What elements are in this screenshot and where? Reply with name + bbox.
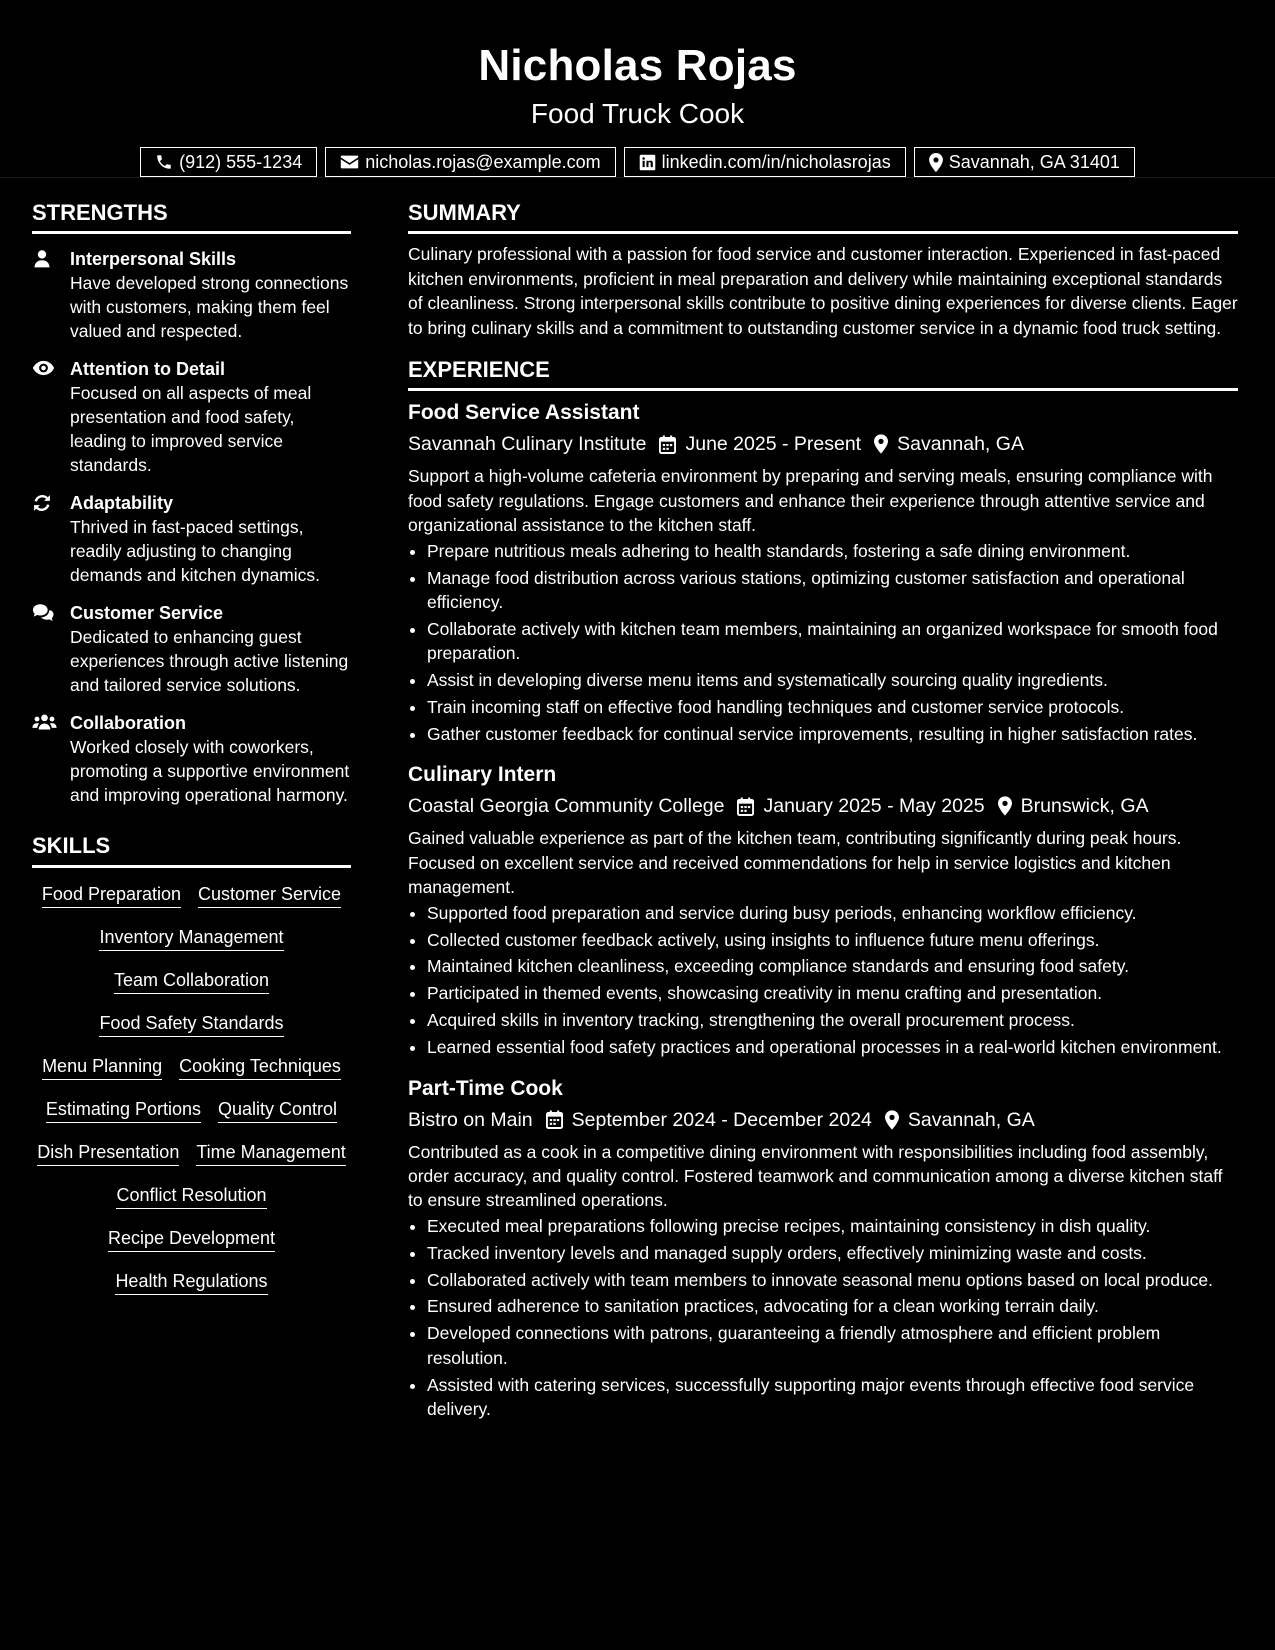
list-item: • Collaborate actively with kitchen team members, maintaining an organized workspace for smooth food preparation.: [427, 617, 1238, 666]
job-meta: [408, 793, 1238, 819]
list-item: • Prepare nutritious meals adhering to health standards, fostering a safe dining environment.: [427, 539, 1238, 563]
strengths-list: [32, 247, 351, 807]
job-location: Brunswick, GA: [1020, 795, 1149, 818]
job-dates: June 2025 - Present: [685, 433, 862, 456]
strength-name: Customer Service: [70, 603, 224, 624]
job-location: Savannah, GA: [907, 1108, 1035, 1131]
strength-name: Adaptability: [70, 493, 174, 514]
strength-name: Collaboration: [70, 713, 186, 734]
strength-item: [32, 601, 351, 697]
comments-icon: [32, 603, 56, 622]
skill-tag: Menu Planning: [42, 1054, 162, 1080]
list-item: • Executed meal preparations following precise recipes, maintaining consistency in dish quality.: [427, 1214, 1238, 1238]
list-item: • Manage food distribution across various stations, optimizing customer satisfaction and operational efficiency.: [427, 566, 1238, 615]
strengths-heading: STRENGTHS: [32, 200, 351, 234]
strength-item: [32, 491, 351, 587]
list-item: • Supported food preparation and service during busy periods, enhancing workflow efficiency.: [427, 901, 1238, 925]
strength-desc: Thrived in fast-paced settings, readily adjusting to changing demands and kitchen dynamics.: [70, 517, 320, 586]
list-item: • Assisted with catering services, successfully supporting major events through effective food service delivery.: [427, 1373, 1238, 1422]
map-pin-icon: [874, 434, 888, 454]
linkedin-icon: [639, 154, 656, 171]
strength-item: [32, 711, 351, 807]
contact-location-text: Savannah, GA 31401: [948, 151, 1120, 172]
eye-icon: [32, 359, 55, 377]
job-dates: September 2024 - December 2024: [571, 1108, 872, 1131]
skill-tag: Recipe Development: [108, 1226, 275, 1252]
job-position: Culinary Intern: [408, 763, 557, 787]
job-entry: [408, 400, 1238, 746]
skills-heading: SKILLS: [32, 833, 351, 867]
job-description: Gained valuable experience as part of the kitchen team, contributing significantly during peak hours. Focused on excellent service and received commendations for help in service logistics and kitchen management.: [408, 828, 1182, 898]
job-position: Part-Time Cook: [408, 1076, 563, 1100]
contact-linkedin[interactable]: [624, 147, 906, 177]
job-bullets: [408, 539, 1238, 747]
list-item: • Learned essential food safety practices and operational processes in a real-world kitchen environment.: [427, 1035, 1238, 1059]
contact-linkedin-text: linkedin.com/in/nicholasrojas: [661, 151, 891, 172]
skill-tag: Health Regulations: [115, 1269, 267, 1295]
summary-text: Culinary professional with a passion for food service and customer interaction. Experienced in fast-paced kitchen environments, proficient in meal preparation and delivery while maintaining exceptional standards of cleanliness. Strong interpersonal skills contribute to positive dining experiences for diverse clients. Eager to bring culinary skills and a commitment to outstanding customer service in a dynamic food truck setting.: [408, 244, 1238, 338]
job-bullets: [408, 901, 1238, 1060]
list-item: • Acquired skills in inventory tracking, strengthening the overall procurement process.: [427, 1008, 1238, 1032]
user-icon: [32, 249, 52, 269]
phone-icon: [155, 153, 173, 171]
list-item: • Ensured adherence to sanitation practices, advocating for a clean working terrain daily.: [427, 1294, 1238, 1318]
job-dates: January 2025 - May 2025: [763, 795, 985, 818]
summary-heading: SUMMARY: [408, 200, 1238, 234]
contact-bar: [140, 147, 1135, 177]
resume-body: [0, 178, 1275, 1424]
contact-email[interactable]: [325, 147, 615, 177]
skill-tag: Dish Presentation: [37, 1140, 179, 1166]
job-company: Coastal Georgia Community College: [408, 795, 725, 818]
strength-name: Attention to Detail: [70, 359, 225, 380]
candidate-name: Nicholas Rojas: [478, 41, 797, 90]
strength-desc: Have developed strong connections with customers, making them feel valued and respected.: [70, 273, 349, 342]
job-position: Food Service Assistant: [408, 401, 640, 425]
job-entry: [408, 1076, 1238, 1422]
list-item: • Maintained kitchen cleanliness, exceeding compliance standards and ensuring food safety.: [427, 954, 1238, 978]
map-pin-icon: [929, 153, 943, 172]
skill-tag: Time Management: [196, 1140, 345, 1166]
skills-list: [32, 868, 351, 1295]
sync-icon: [32, 493, 52, 513]
list-item: • Collected customer feedback actively, using insights to influence future menu offerings.: [427, 928, 1238, 952]
envelope-icon: [340, 154, 359, 170]
strength-item: [32, 357, 351, 477]
contact-phone[interactable]: [140, 147, 317, 177]
map-pin-icon: [885, 1110, 899, 1130]
contact-email-text: nicholas.rojas@example.com: [365, 151, 601, 172]
skill-tag: Cooking Techniques: [179, 1054, 341, 1080]
list-item: • Collaborated actively with team members to innovate seasonal menu options based on local produce.: [427, 1268, 1238, 1292]
list-item: • Assist in developing diverse menu items and systematically sourcing quality ingredients.: [427, 668, 1238, 692]
strength-desc: Worked closely with coworkers, promoting a supportive environment and improving operational harmony.: [70, 737, 350, 806]
calendar-icon: [546, 1110, 563, 1129]
left-column: [32, 178, 351, 1424]
job-entry: [408, 762, 1238, 1059]
contact-phone-text: (912) 555-1234: [179, 151, 303, 172]
job-meta: [408, 1107, 1238, 1133]
skill-tag: Conflict Resolution: [116, 1183, 266, 1209]
job-bullets: [408, 1214, 1238, 1422]
strength-item: [32, 247, 351, 343]
list-item: • Developed connections with patrons, guaranteeing a friendly atmosphere and efficient problem resolution.: [427, 1321, 1238, 1370]
job-description: Contributed as a cook in a competitive dining environment with responsibilities including food assembly, order accuracy, and quality control. Fostered teamwork and communication among a diverse kitchen staff to ensure streamlined operations.: [408, 1141, 1223, 1211]
experience-heading: EXPERIENCE: [408, 357, 1238, 391]
skill-tag: Customer Service: [198, 882, 341, 908]
list-item: • Gather customer feedback for continual service improvements, resulting in higher satisfaction rates.: [427, 722, 1238, 746]
list-item: • Participated in themed events, showcasing creativity in menu crafting and presentation.: [427, 981, 1238, 1005]
job-meta: [408, 431, 1238, 457]
strength-desc: Focused on all aspects of meal presentation and food safety, leading to improved service standards.: [70, 383, 312, 476]
skill-tag: Food Safety Standards: [99, 1011, 283, 1037]
skill-tag: Inventory Management: [99, 925, 283, 951]
users-icon: [32, 713, 57, 731]
job-company: Savannah Culinary Institute: [408, 433, 647, 456]
job-company: Bistro on Main: [408, 1108, 533, 1131]
list-item: • Tracked inventory levels and managed supply orders, effectively minimizing waste and costs.: [427, 1241, 1238, 1265]
skill-tag: Team Collaboration: [114, 968, 269, 994]
strength-name: Interpersonal Skills: [70, 249, 237, 270]
calendar-icon: [659, 435, 676, 454]
skill-tag: Estimating Portions: [46, 1097, 201, 1123]
right-column: [408, 178, 1238, 1424]
job-description: Support a high-volume cafeteria environment by preparing and serving meals, ensuring compliance with food safety regulations. Engage customers and enhance their experience through attentive service and organizational assistance to the kitchen staff.: [408, 466, 1213, 536]
contact-location[interactable]: [914, 147, 1135, 177]
strength-desc: Dedicated to enhancing guest experiences through active listening and tailored service solutions.: [70, 627, 349, 696]
job-location: Savannah, GA: [897, 433, 1024, 456]
resume-header: [0, 0, 1275, 178]
job-title: Food Truck Cook: [530, 98, 745, 129]
map-pin-icon: [998, 796, 1012, 816]
list-item: • Train incoming staff on effective food handling techniques and customer service protocols.: [427, 695, 1238, 719]
calendar-icon: [737, 797, 754, 816]
skill-tag: Food Preparation: [42, 882, 181, 908]
skill-tag: Quality Control: [218, 1097, 337, 1123]
